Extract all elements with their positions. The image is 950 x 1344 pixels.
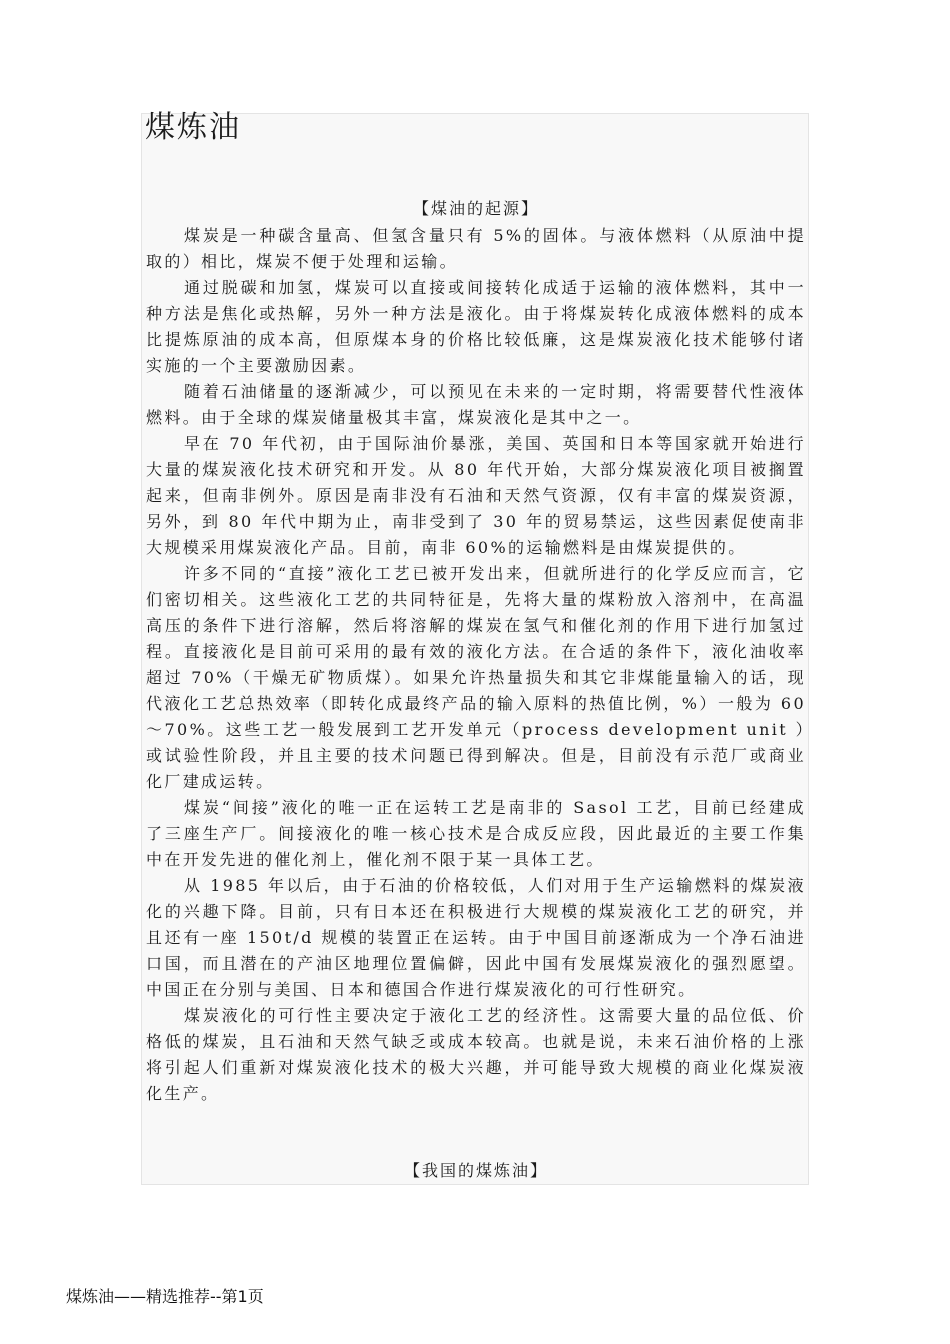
section-heading-china: 【我国的煤炼油】 [403, 1161, 548, 1180]
paragraph: 煤炭“间接”液化的唯一正在运转工艺是南非的 Sasol 工艺，目前已经建成了三座生产厂。间接液化的唯一核心技术是合成反应段，因此最近的主要工作集中在开发先进的催化剂上，催化剂不限于某一具体工艺。 [146, 798, 806, 869]
section-heading-origin: 【煤油的起源】 [412, 199, 539, 218]
paragraph: 许多不同的“直接”液化工艺已被开发出来，但就所进行的化学反应而言，它们密切相关。这些液化工艺的共同特征是，先将大量的煤粉放入溶剂中，在高温高压的条件下进行溶解，然后将溶解的煤炭在氢气和催化剂的作用下进行加氢过程。直接液化是目前可采用的最有效的液化方法。在合适的条件下，液化油收率超过 70%（干燥无矿物质煤）。如果允许热量损失和其它非煤能量输入的话，现代液化工艺总热效率（即转化成最终产品的输入原料的热值比例，%）一般为 60～70%。这些工艺一般发展到工艺开发单元（process development unit ）或试验性阶段，并且主要的技术问题已得到解决。但是，目前没有示范厂或商业化厂建成运转。 [146, 564, 806, 791]
section-body-origin [146, 223, 806, 1107]
page-footer: 煤炼油——精选推荐--第1页 [66, 1287, 264, 1306]
paragraph: 随着石油储量的逐渐减少，可以预见在未来的一定时期，将需要替代性液体燃料。由于全球的煤炭储量极其丰富，煤炭液化是其中之一。 [146, 382, 806, 427]
paragraph: 煤炭是一种碳含量高、但氢含量只有 5%的固体。与液体燃料（从原油中提取的）相比，煤炭不便于处理和运输。 [146, 226, 806, 271]
paragraph: 从 1985 年以后，由于石油的价格较低，人们对用于生产运输燃料的煤炭液化的兴趣下降。目前，只有日本还在积极进行大规模的煤炭液化工艺的研究，并且还有一座 150t/d 规模的装置正在运转。由于中国目前逐渐成为一个净石油进口国，而且潜在的产油区地理位置偏僻，因此中国有发展煤炭液化的强烈愿望。中国正在分别与美国、日本和德国合作进行煤炭液化的可行性研究。 [146, 876, 806, 999]
paragraph: 通过脱碳和加氢，煤炭可以直接或间接转化成适于运输的液体燃料，其中一种方法是焦化或热解，另外一种方法是液化。由于将煤炭转化成液体燃料的成本比提炼原油的成本高，但原煤本身的价格比较低廉，这是煤炭液化技术能够付诸实施的一个主要激励因素。 [146, 278, 806, 375]
document-title: 煤炼油 [145, 110, 241, 145]
paragraph: 早在 70 年代初，由于国际油价暴涨，美国、英国和日本等国家就开始进行大量的煤炭液化技术研究和开发。从 80 年代开始，大部分煤炭液化项目被搁置起来，但南非例外。原因是南非没有石油和天然气资源，仅有丰富的煤炭资源，另外，到 80 年代中期为止，南非受到了 30 年的贸易禁运，这些因素促使南非大规模采用煤炭液化产品。目前，南非 60%的运输燃料是由煤炭提供的。 [146, 434, 806, 557]
paragraph: 煤炭液化的可行性主要决定于液化工艺的经济性。这需要大量的品位低、价格低的煤炭，且石油和天然气缺乏或成本较高。也就是说，未来石油价格的上涨将引起人们重新对煤炭液化技术的极大兴趣，并可能导致大规模的商业化煤炭液化生产。 [146, 1006, 806, 1103]
